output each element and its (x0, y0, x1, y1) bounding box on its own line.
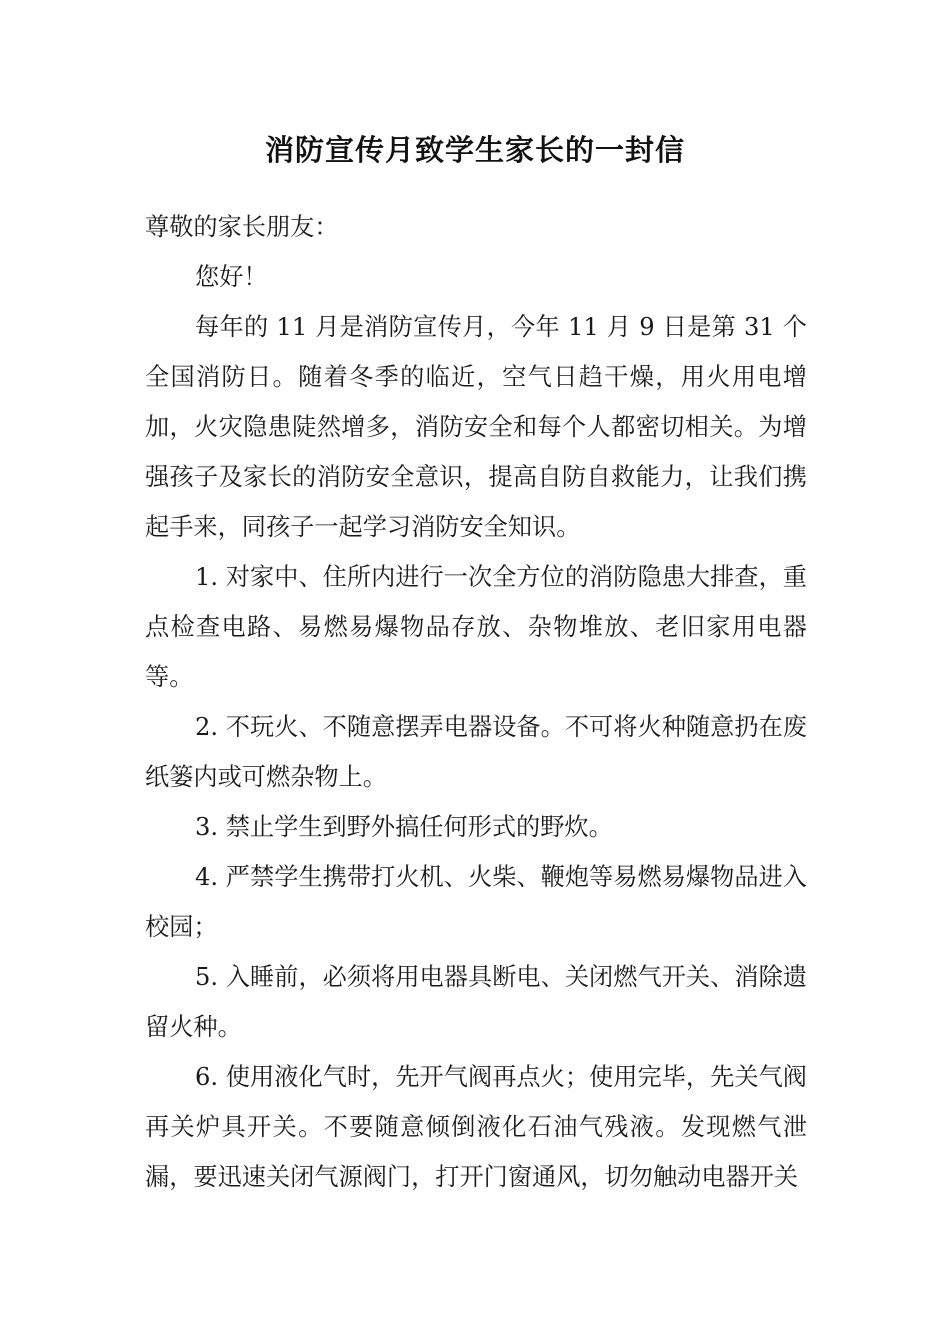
greeting: 您好！ (195, 263, 268, 291)
list-item-6: 6. 使用液化气时，先开气阀再点火；使用完毕，先关气阀再关炉具开关。不要随意倾倒液化石油气残液。发现燃气泄漏，要迅速关闭气源阀门，打开门窗通风，切勿触动电器开关 (145, 1063, 807, 1191)
list-item-3: 3. 禁止学生到野外搞任何形式的野炊。 (195, 813, 613, 841)
intro-paragraph: 每年的 11 月是消防宣传月，今年 11 月 9 日是第 31 个全国消防日。随着冬季的临近，空气日趋干燥，用火用电增加，火灾隐患陡然增多，消防安全和每个人都密切相关。为增强孩子及家长的消防安全意识，提高自防自救能力，让我们携起手来，同孩子一起学习消防安全知识。 (145, 313, 807, 541)
list-item-5: 5. 入睡前，必须将用电器具断电、关闭燃气开关、消除遗留火种。 (145, 963, 807, 1041)
salutation: 尊敬的家长朋友： (145, 213, 339, 241)
letter-body (145, 202, 807, 1202)
document-title: 消防宣传月致学生家长的一封信 (264, 133, 685, 167)
list-item-2: 2. 不玩火、不随意摆弄电器设备。不可将火种随意扔在废纸篓内或可燃杂物上。 (145, 713, 807, 791)
list-item-4: 4. 严禁学生携带打火机、火柴、鞭炮等易燃易爆物品进入校园； (145, 863, 807, 941)
list-item-1: 1. 对家中、住所内进行一次全方位的消防隐患大排查，重点检查电路、易燃易爆物品存放、杂物堆放、老旧家用电器等。 (145, 563, 807, 691)
